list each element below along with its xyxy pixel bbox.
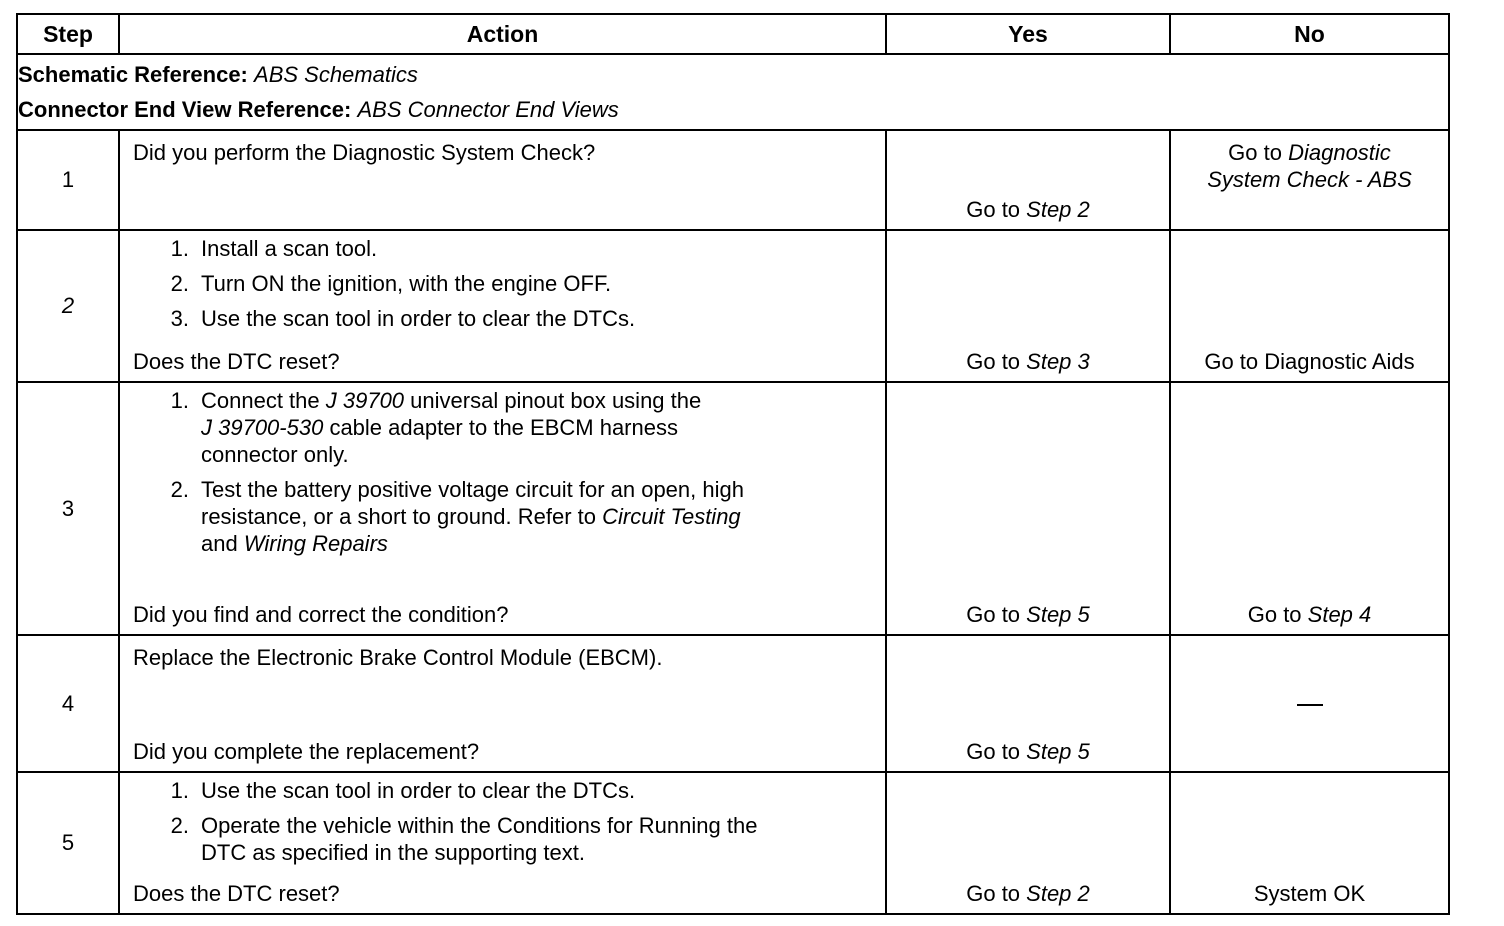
action-cell bbox=[119, 230, 886, 382]
action-list bbox=[133, 235, 877, 340]
list-text bbox=[189, 812, 877, 866]
list-text: Use the scan tool in order to clear the DTCs. bbox=[201, 306, 636, 331]
action-list bbox=[133, 777, 877, 874]
yes-link[interactable]: Step 2 bbox=[1026, 881, 1090, 906]
list-text-part: resistance, or a short to ground. Refer to bbox=[201, 504, 603, 529]
step-number: 1 bbox=[17, 130, 119, 230]
list-number: 2. bbox=[170, 271, 189, 296]
header-step: Step bbox=[17, 14, 119, 54]
no-link[interactable]: Step 4 bbox=[1307, 602, 1372, 627]
no-prefix: Go to bbox=[1247, 602, 1308, 627]
connector-reference-link[interactable]: ABS Connector End Views bbox=[357, 97, 619, 122]
diagnostic-table bbox=[16, 13, 1450, 915]
action-question: Does the DTC reset? bbox=[133, 881, 340, 906]
reference-cell bbox=[17, 54, 1449, 130]
list-item bbox=[133, 305, 877, 332]
yes-prefix: Go to bbox=[966, 349, 1027, 374]
table-row bbox=[17, 772, 1449, 914]
connector-reference bbox=[18, 92, 1448, 127]
reference-row bbox=[17, 54, 1449, 130]
action-list bbox=[133, 387, 877, 565]
step-number: 2 bbox=[17, 230, 119, 382]
list-text: Install a scan tool. bbox=[201, 236, 378, 261]
list-text-part: cable adapter to the EBCM harness bbox=[323, 415, 678, 440]
yes-cell bbox=[886, 130, 1170, 230]
yes-cell bbox=[886, 230, 1170, 382]
header-yes: Yes bbox=[886, 14, 1170, 54]
yes-link[interactable]: Step 2 bbox=[1026, 197, 1090, 222]
schematic-reference bbox=[18, 57, 1448, 92]
list-number: 2. bbox=[170, 477, 189, 502]
table-row bbox=[17, 635, 1449, 772]
schematic-reference-label: Schematic Reference: bbox=[18, 62, 248, 87]
table-row bbox=[17, 230, 1449, 382]
list-text-part: Connect the bbox=[201, 388, 326, 413]
tool-link[interactable]: J 39700-530 bbox=[201, 415, 324, 440]
no-cell: System OK bbox=[1170, 772, 1449, 914]
yes-prefix: Go to bbox=[966, 881, 1027, 906]
table-row bbox=[17, 130, 1449, 230]
list-text-part: Operate the vehicle within the Conditions for Running the bbox=[201, 813, 758, 838]
action-cell bbox=[119, 130, 886, 230]
list-item bbox=[133, 777, 877, 804]
yes-link[interactable]: Step 5 bbox=[1026, 739, 1090, 764]
yes-prefix: Go to bbox=[966, 602, 1027, 627]
list-number: 2. bbox=[170, 813, 189, 838]
dash-mark bbox=[1297, 704, 1323, 706]
list-number: 3. bbox=[170, 306, 189, 331]
list-item bbox=[133, 235, 877, 262]
no-cell bbox=[1170, 130, 1449, 230]
yes-link[interactable]: Step 3 bbox=[1026, 349, 1090, 374]
list-number: 1. bbox=[170, 236, 189, 261]
list-text-part: connector only. bbox=[201, 442, 349, 467]
circuit-testing-link[interactable]: Circuit Testing bbox=[602, 504, 741, 529]
yes-prefix: Go to bbox=[966, 197, 1027, 222]
action-cell bbox=[119, 635, 886, 772]
yes-cell bbox=[886, 382, 1170, 635]
list-text bbox=[189, 476, 877, 557]
list-item bbox=[133, 476, 877, 557]
no-cell bbox=[1170, 635, 1449, 772]
tool-link[interactable]: J 39700 bbox=[325, 388, 405, 413]
list-number: 1. bbox=[170, 388, 189, 413]
table-row bbox=[17, 382, 1449, 635]
list-number: 1. bbox=[170, 778, 189, 803]
list-item bbox=[133, 270, 877, 297]
list-text-part: DTC as specified in the supporting text. bbox=[201, 840, 585, 865]
list-text-part: universal pinout box using the bbox=[404, 388, 702, 413]
connector-reference-label: Connector End View Reference: bbox=[18, 97, 352, 122]
no-cell[interactable]: Go to Diagnostic Aids bbox=[1170, 230, 1449, 382]
list-text-part: Test the battery positive voltage circuit for an open, high bbox=[201, 477, 744, 502]
action-text: Replace the Electronic Brake Control Module (EBCM). bbox=[133, 645, 663, 670]
action-question: Did you complete the replacement? bbox=[133, 739, 480, 764]
action-question: Does the DTC reset? bbox=[133, 349, 340, 374]
step-number: 5 bbox=[17, 772, 119, 914]
list-text bbox=[189, 387, 877, 468]
step-number: 4 bbox=[17, 635, 119, 772]
yes-prefix: Go to bbox=[966, 739, 1027, 764]
no-prefix: Go to bbox=[1228, 140, 1289, 165]
list-text: Turn ON the ignition, with the engine OFF. bbox=[201, 271, 612, 296]
list-text-part: and bbox=[201, 531, 244, 556]
no-link[interactable]: Diagnostic bbox=[1288, 140, 1391, 165]
no-cell bbox=[1170, 382, 1449, 635]
list-item bbox=[133, 812, 877, 866]
list-item bbox=[133, 387, 877, 468]
header-action: Action bbox=[119, 14, 886, 54]
action-cell bbox=[119, 772, 886, 914]
action-cell bbox=[119, 382, 886, 635]
header-no: No bbox=[1170, 14, 1449, 54]
yes-cell bbox=[886, 635, 1170, 772]
no-link-continued[interactable]: System Check - ABS bbox=[1207, 167, 1412, 192]
schematic-reference-link[interactable]: ABS Schematics bbox=[254, 62, 418, 87]
action-question: Did you find and correct the condition? bbox=[133, 602, 509, 627]
list-text: Use the scan tool in order to clear the DTCs. bbox=[201, 778, 636, 803]
yes-link[interactable]: Step 5 bbox=[1026, 602, 1090, 627]
action-text: Did you perform the Diagnostic System Check? bbox=[133, 140, 596, 165]
wiring-repairs-link[interactable]: Wiring Repairs bbox=[243, 531, 388, 556]
yes-cell bbox=[886, 772, 1170, 914]
header-row bbox=[17, 14, 1449, 54]
step-number: 3 bbox=[17, 382, 119, 635]
